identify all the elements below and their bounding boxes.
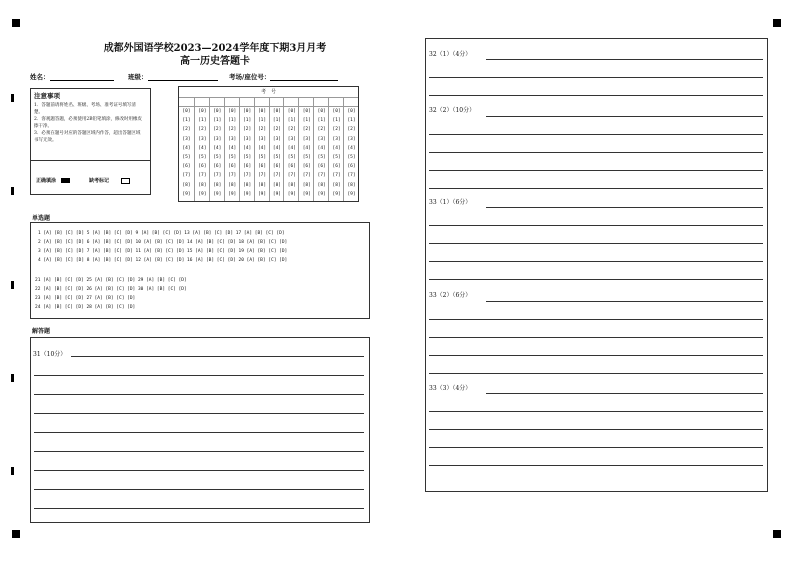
exam-digit-bubble[interactable]: [8] <box>302 182 311 188</box>
exam-digit-bubble[interactable]: [3] <box>213 136 222 142</box>
mc-row[interactable]: 1 [A] [B] [C] [D] 5 [A] [B] [C] [D] 9 [A] [B] [C] [D] 13 [A] [B] [C] [D] 17 [A] [B] [C] [D] <box>38 231 285 236</box>
missing-legend <box>89 177 130 184</box>
filled-mark-icon <box>61 178 70 183</box>
exam-digit-bubble[interactable]: [8] <box>198 182 207 188</box>
answer-line <box>71 356 364 357</box>
exam-digit-bubble[interactable]: [4] <box>347 145 356 151</box>
exam-digit-bubble[interactable]: [5] <box>182 155 191 160</box>
exam-digit-bubble[interactable]: [8] <box>182 182 191 188</box>
exam-digit-bubble[interactable]: [0] <box>243 109 252 114</box>
answer-line <box>429 152 763 153</box>
notice-item: 3．必须在题号对应的答题区域内作答，超出答题区域书写无效。 <box>34 131 141 143</box>
timing-mark <box>11 467 14 475</box>
mc-row[interactable]: 21 [A] [B] [C] [D] 25 [A] [B] [C] [D] 29 [A] [B] [C] [D] <box>35 278 187 283</box>
right-answer-panel[interactable] <box>425 38 768 492</box>
exam-digit-bubble[interactable]: [8] <box>213 182 222 188</box>
answer-line <box>429 465 763 466</box>
exam-digit-column[interactable] <box>209 97 224 201</box>
exam-digit-bubble[interactable]: [2] <box>198 127 207 133</box>
timing-mark <box>11 281 14 289</box>
exam-digit-bubble[interactable]: [3] <box>272 136 282 142</box>
answer-line <box>429 77 763 78</box>
exam-digit-bubble[interactable]: [3] <box>257 136 267 142</box>
exam-digit-column[interactable] <box>343 97 358 201</box>
exam-digit-bubble[interactable]: [1] <box>317 118 326 124</box>
exam-digit-bubble[interactable]: [1] <box>287 118 296 124</box>
answer-line <box>429 261 763 262</box>
answer-line <box>429 134 763 135</box>
exam-digit-bubble[interactable]: [5] <box>332 155 341 160</box>
answer-line <box>429 279 763 280</box>
exam-digit-bubble[interactable]: [7] <box>317 173 326 179</box>
answer-line <box>486 116 763 117</box>
exam-digit-bubble[interactable]: [2] <box>272 127 282 133</box>
exam-digit-bubble[interactable]: [6] <box>302 164 311 170</box>
exam-digit-bubble[interactable]: [6] <box>287 164 296 170</box>
seat-label: 考场/座位号： <box>229 73 271 81</box>
exam-digit-bubble[interactable]: [7] <box>182 173 191 179</box>
exam-digit-bubble[interactable]: [4] <box>198 145 207 151</box>
exam-digit-bubble[interactable]: [6] <box>272 164 282 170</box>
exam-digit-bubble[interactable]: [7] <box>347 173 356 179</box>
exam-digit-bubble[interactable]: [5] <box>317 155 326 160</box>
exam-digit-column[interactable] <box>328 97 343 201</box>
exam-digit-bubble[interactable]: [0] <box>332 109 341 114</box>
exam-digit-bubble[interactable]: [3] <box>347 136 356 142</box>
exam-digit-bubble[interactable]: [3] <box>317 136 326 142</box>
answer-line <box>34 451 364 452</box>
answer-line <box>429 337 763 338</box>
exam-number-grid <box>178 86 359 202</box>
exam-digit-bubble[interactable]: [0] <box>272 109 282 114</box>
exam-digit-bubble[interactable]: [7] <box>287 173 296 179</box>
name-field[interactable] <box>30 72 114 81</box>
exam-digit-bubble[interactable]: [3] <box>198 136 207 142</box>
exam-digit-bubble[interactable]: [2] <box>243 127 252 133</box>
exam-digit-bubble[interactable]: [9] <box>287 191 296 197</box>
exam-digit-bubble[interactable]: [7] <box>332 173 341 179</box>
exam-digit-bubble[interactable]: [9] <box>182 191 191 197</box>
exam-digit-bubble[interactable]: [7] <box>198 173 207 179</box>
mc-answer-box <box>30 222 370 319</box>
exam-digit-bubble[interactable]: [1] <box>182 118 191 124</box>
exam-digit-bubble[interactable]: [4] <box>243 145 252 151</box>
answer-line <box>429 447 763 448</box>
mc-row[interactable]: 22 [A] [B] [C] [D] 26 [A] [B] [C] [D] 30 [A] [B] [C] [D] <box>35 287 187 292</box>
exam-digit-bubble[interactable]: [9] <box>228 191 237 197</box>
exam-number-label: 考 号 <box>260 89 276 95</box>
exam-digit-bubble[interactable]: [3] <box>332 136 341 142</box>
exam-digit-bubble[interactable]: [8] <box>272 182 282 188</box>
page-title: 成都外国语学校2023—2024学年度下期3月月考 <box>103 43 327 54</box>
exam-digit-bubble[interactable]: [2] <box>287 127 296 133</box>
answer-line <box>34 432 364 433</box>
exam-digit-bubble[interactable]: [2] <box>228 127 237 133</box>
q32-2-label: 32（2）（10分） <box>429 107 476 114</box>
exam-digit-column[interactable] <box>269 97 284 201</box>
notice-divider <box>31 160 150 161</box>
exam-digit-bubble[interactable]: [3] <box>287 136 296 142</box>
exam-digit-bubble[interactable]: [9] <box>347 191 356 197</box>
exam-digit-bubble[interactable]: [9] <box>257 191 267 197</box>
exam-digit-bubble[interactable]: [3] <box>182 136 191 142</box>
corner-mark-top-right <box>773 19 781 27</box>
exam-digit-bubble[interactable]: [5] <box>243 155 252 160</box>
exam-digit-bubble[interactable]: [2] <box>182 127 191 133</box>
exam-digit-bubble[interactable]: [6] <box>347 164 356 170</box>
exam-digit-bubble[interactable]: [4] <box>302 145 311 151</box>
answer-line <box>429 95 763 96</box>
mc-section-label: 单选题 <box>32 215 51 222</box>
answer-line <box>429 319 763 320</box>
answer-line <box>34 489 364 490</box>
exam-digit-bubble[interactable]: [0] <box>317 109 326 114</box>
answer-line <box>486 393 763 394</box>
timing-mark <box>11 187 14 195</box>
exam-digit-bubble[interactable]: [3] <box>228 136 237 142</box>
exam-digit-bubble[interactable]: [6] <box>198 164 207 170</box>
exam-digit-column[interactable] <box>298 97 313 201</box>
exam-digit-bubble[interactable]: [1] <box>198 118 207 124</box>
exam-digit-bubble[interactable]: [9] <box>198 191 207 197</box>
exam-digit-bubble[interactable]: [0] <box>347 109 356 114</box>
exam-digit-bubble[interactable]: [1] <box>302 118 311 124</box>
exam-digit-column[interactable] <box>194 97 209 201</box>
answer-section-label: 解答题 <box>32 328 51 335</box>
exam-digit-bubble[interactable]: [7] <box>228 173 237 179</box>
exam-digit-bubble[interactable]: [0] <box>228 109 237 114</box>
exam-digit-bubble[interactable]: [2] <box>213 127 222 133</box>
exam-digit-bubble[interactable]: [6] <box>317 164 326 170</box>
q33-2-label: 33（2）（6分） <box>429 292 472 299</box>
exam-digit-bubble[interactable]: [4] <box>257 145 267 151</box>
answer-line <box>34 508 364 509</box>
exam-digit-bubble[interactable]: [5] <box>347 155 356 160</box>
answer-line <box>486 59 763 60</box>
notice-item: 2．客观题答题，必须使用2B铅笔填涂，修改时用橡皮擦干净。 <box>34 117 143 129</box>
exam-digit-bubble[interactable]: [2] <box>347 127 356 133</box>
exam-digit-bubble[interactable]: [0] <box>213 109 222 114</box>
exam-digit-bubble[interactable]: [7] <box>213 173 222 179</box>
exam-digit-bubble[interactable]: [6] <box>182 164 191 170</box>
exam-digit-bubble[interactable]: [6] <box>243 164 252 170</box>
mc-row[interactable]: 2 [A] [B] [C] [D] 6 [A] [B] [C] [D] 10 [A] [B] [C] [D] 14 [A] [B] [C] [D] 18 [A] [B] [C] [D] <box>38 240 288 245</box>
exam-digit-bubble[interactable]: [5] <box>272 155 282 160</box>
seat-field[interactable] <box>229 72 338 81</box>
exam-digit-bubble[interactable]: [0] <box>198 109 207 114</box>
exam-digit-bubble[interactable]: [9] <box>302 191 311 197</box>
answer-line <box>429 355 763 356</box>
exam-digit-bubble[interactable]: [2] <box>302 127 311 133</box>
answer-line <box>429 411 763 412</box>
notice-title: 注意事项 <box>34 92 60 100</box>
exam-digit-bubble[interactable]: [4] <box>182 145 191 151</box>
exam-digit-bubble[interactable]: [2] <box>332 127 341 133</box>
exam-digit-bubble[interactable]: [0] <box>182 109 191 114</box>
exam-digit-bubble[interactable]: [9] <box>317 191 326 197</box>
exam-digit-bubble[interactable]: [0] <box>257 109 267 114</box>
exam-digit-column[interactable] <box>313 97 328 201</box>
q31-answer-box[interactable] <box>30 337 370 523</box>
exam-digit-bubble[interactable]: [6] <box>213 164 222 170</box>
page-subtitle: 高一历史答题卡 <box>180 56 250 67</box>
exam-digit-bubble[interactable]: [6] <box>228 164 237 170</box>
exam-digit-bubble[interactable]: [3] <box>243 136 252 142</box>
timing-mark <box>11 374 14 382</box>
mc-row[interactable]: 24 [A] [B] [C] [D] 28 [A] [B] [C] [D] <box>35 305 136 310</box>
exam-digit-bubble[interactable]: [9] <box>213 191 222 197</box>
exam-digit-bubble[interactable]: [7] <box>243 173 252 179</box>
answer-line <box>429 170 763 171</box>
exam-digit-bubble[interactable]: [5] <box>302 155 311 160</box>
exam-digit-bubble[interactable]: [7] <box>272 173 282 179</box>
correct-fill-label: 正确填涂 <box>36 178 57 184</box>
exam-digit-bubble[interactable]: [5] <box>287 155 296 160</box>
q31-label: 31（10分） <box>33 351 67 358</box>
exam-digit-bubble[interactable]: [0] <box>287 109 296 114</box>
answer-line <box>34 413 364 414</box>
notice-box <box>30 88 151 195</box>
timing-mark <box>11 94 14 102</box>
exam-digit-bubble[interactable]: [8] <box>243 182 252 188</box>
answer-line <box>34 375 364 376</box>
exam-digit-bubble[interactable]: [8] <box>347 182 356 188</box>
exam-digit-bubble[interactable]: [5] <box>257 155 267 160</box>
exam-digit-bubble[interactable]: [5] <box>228 155 237 160</box>
q33-3-label: 33（3）（4分） <box>429 385 472 392</box>
exam-digit-bubble[interactable]: [1] <box>213 118 222 124</box>
answer-line <box>429 429 763 430</box>
answer-line <box>486 207 763 208</box>
exam-digit-bubble[interactable]: [9] <box>272 191 282 197</box>
exam-digit-bubble[interactable]: [1] <box>272 118 282 124</box>
exam-digit-bubble[interactable]: [5] <box>213 155 222 160</box>
answer-line <box>429 188 763 189</box>
answer-line <box>34 470 364 471</box>
class-field[interactable] <box>128 72 218 81</box>
exam-digit-bubble[interactable]: [1] <box>347 118 356 124</box>
exam-digit-bubble[interactable]: [4] <box>228 145 237 151</box>
corner-mark-bottom-left <box>12 530 20 538</box>
exam-digit-bubble[interactable]: [4] <box>317 145 326 151</box>
exam-digit-bubble[interactable]: [8] <box>287 182 296 188</box>
exam-digit-bubble[interactable]: [1] <box>257 118 267 124</box>
answer-line <box>429 225 763 226</box>
exam-digit-bubble[interactable]: [8] <box>257 182 267 188</box>
answer-line <box>34 394 364 395</box>
exam-digit-bubble[interactable]: [1] <box>228 118 237 124</box>
exam-digit-bubble[interactable]: [6] <box>257 164 267 170</box>
notice-item: 1．答题前请将姓名、班级、考场、准考证号填写清楚。 <box>34 103 136 115</box>
exam-digit-column[interactable] <box>254 97 269 201</box>
exam-digit-bubble[interactable]: [4] <box>213 145 222 151</box>
exam-digit-bubble[interactable]: [4] <box>287 145 296 151</box>
corner-mark-top-left <box>12 19 20 27</box>
q32-1-label: 32（1）（4分） <box>429 51 472 58</box>
exam-digit-bubble[interactable]: [8] <box>332 182 341 188</box>
empty-mark-icon <box>121 178 130 184</box>
exam-digit-bubble[interactable]: [1] <box>332 118 341 124</box>
correct-fill-legend <box>36 177 70 184</box>
exam-digit-bubble[interactable]: [7] <box>257 173 267 179</box>
answer-line <box>486 301 763 302</box>
mc-row[interactable]: 23 [A] [B] [C] [D] 27 [A] [B] [C] [D] <box>35 296 136 301</box>
exam-digit-bubble[interactable]: [8] <box>228 182 237 188</box>
exam-digit-column[interactable] <box>224 97 239 201</box>
q33-1-label: 33（1）（6分） <box>429 199 472 206</box>
exam-digit-bubble[interactable]: [8] <box>317 182 326 188</box>
exam-digit-bubble[interactable]: [3] <box>302 136 311 142</box>
exam-digit-bubble[interactable]: [2] <box>257 127 267 133</box>
missing-mark-label: 缺考标记 <box>89 178 110 184</box>
exam-digit-bubble[interactable]: [9] <box>332 191 341 197</box>
mc-row[interactable]: 4 [A] [B] [C] [D] 8 [A] [B] [C] [D] 12 [A] [B] [C] [D] 16 [A] [B] [C] [D] 20 [A] [B] [C] [D] <box>38 258 288 263</box>
class-label: 班级： <box>128 73 148 81</box>
exam-digit-column[interactable] <box>283 97 298 201</box>
corner-mark-bottom-right <box>773 530 781 538</box>
exam-digit-bubble[interactable]: [6] <box>332 164 341 170</box>
exam-digit-bubble[interactable]: [5] <box>198 155 207 160</box>
exam-digit-column[interactable] <box>179 97 194 201</box>
exam-digit-bubble[interactable]: [4] <box>332 145 341 151</box>
exam-digit-bubble[interactable]: [7] <box>302 173 311 179</box>
exam-digit-bubble[interactable]: [0] <box>302 109 311 114</box>
exam-digit-bubble[interactable]: [2] <box>317 127 326 133</box>
name-label: 姓名： <box>30 73 50 81</box>
exam-digit-bubble[interactable]: [4] <box>272 145 282 151</box>
mc-row[interactable]: 3 [A] [B] [C] [D] 7 [A] [B] [C] [D] 11 [A] [B] [C] [D] 15 [A] [B] [C] [D] 19 [A] [B] [C] [D] <box>38 249 288 254</box>
exam-digit-bubble[interactable]: [9] <box>243 191 252 197</box>
answer-line <box>429 373 763 374</box>
exam-digit-column[interactable] <box>239 97 254 201</box>
exam-digit-bubble[interactable]: [1] <box>243 118 252 124</box>
answer-line <box>429 243 763 244</box>
